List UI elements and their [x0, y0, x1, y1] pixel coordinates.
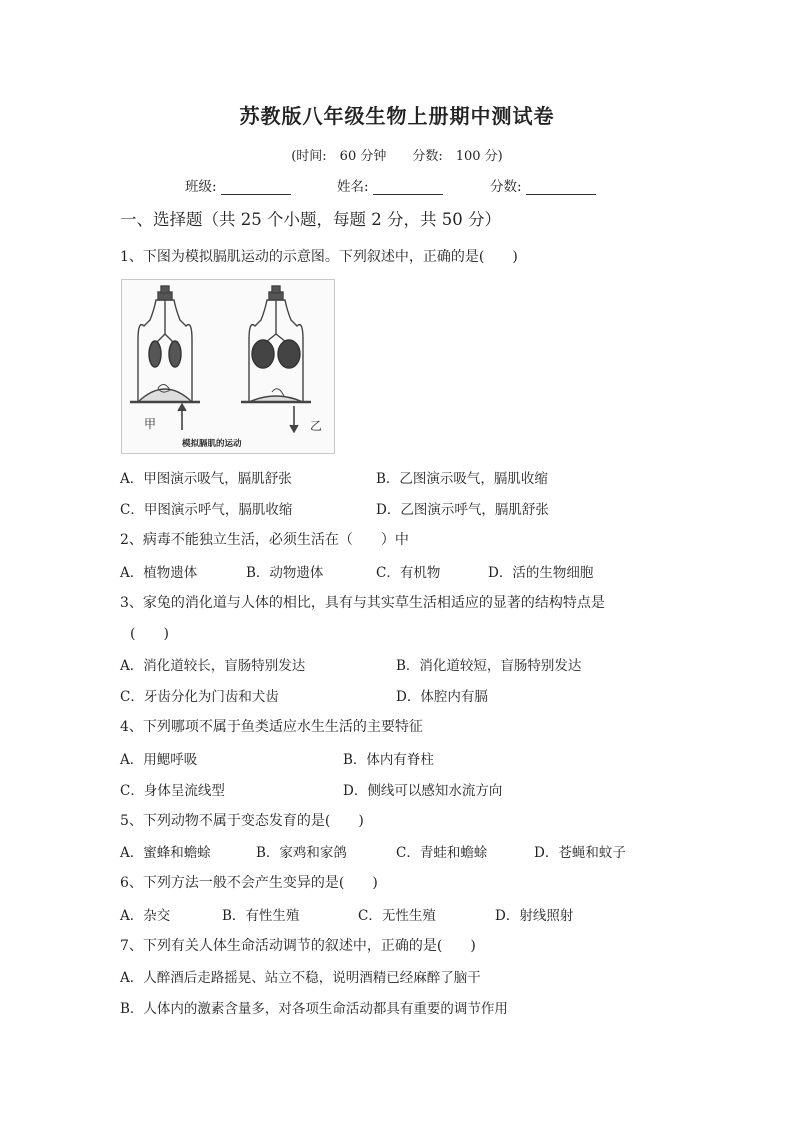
bell-jar-diagram [122, 280, 334, 453]
q6-option-d[interactable]: D．射线照射 [495, 908, 574, 924]
label-jia: 甲 [144, 417, 157, 431]
section-heading: 一、选择题（共 25 个小题，每题 2 分，共 50 分） [120, 210, 501, 229]
figure-caption: 模拟膈肌的运动 [182, 439, 242, 449]
q3-option-d[interactable]: D．体腔内有膈 [396, 689, 488, 705]
question-1-stem: 1、下图为模拟膈肌运动的示意图。下列叙述中，正确的是( ) [120, 249, 518, 265]
q2-option-b[interactable]: B．动物遗体 [246, 565, 324, 581]
q6-option-a[interactable]: A．杂交 [120, 908, 171, 924]
name-blank[interactable] [373, 180, 443, 195]
q3-option-a[interactable]: A．消化道较长，盲肠特别发达 [120, 658, 306, 674]
q5-option-b[interactable]: B．家鸡和家鸽 [256, 845, 347, 861]
q3-option-c[interactable]: C．牙齿分化为门齿和犬齿 [120, 689, 279, 705]
jar-left [130, 286, 200, 430]
name-field [337, 175, 443, 195]
diaphragm-model-figure [121, 279, 335, 454]
exam-info: (时间: 60 分钟 分数: 100 分) [291, 149, 503, 164]
question-3-stem-cont: ( ) [130, 626, 169, 642]
question-6-stem: 6、下列方法一般不会产生变异的是( ) [120, 875, 378, 891]
name-label: 姓名: [337, 179, 369, 195]
q2-option-a[interactable]: A．植物遗体 [120, 565, 198, 581]
q1-option-a[interactable]: A．甲图演示吸气，膈肌舒张 [120, 471, 292, 487]
page-title: 苏教版八年级生物上册期中测试卷 [239, 104, 555, 128]
score-field [490, 175, 596, 195]
question-3-stem: 3、家兔的消化道与人体的相比，具有与其实草生活相适应的显著的结构特点是 [120, 595, 605, 611]
q6-option-b[interactable]: B．有性生殖 [222, 908, 300, 924]
q5-option-d[interactable]: D．苍蝇和蚊子 [534, 845, 626, 861]
q7-option-b[interactable]: B．人体内的激素含量多，对各项生命活动都具有重要的调节作用 [120, 1001, 508, 1017]
q4-option-a[interactable]: A．用鳃呼吸 [120, 752, 198, 768]
q4-option-d[interactable]: D．侧线可以感知水流方向 [343, 783, 503, 799]
q4-option-b[interactable]: B．体内有脊柱 [343, 752, 434, 768]
q3-option-b[interactable]: B．消化道较短，盲肠特别发达 [396, 658, 582, 674]
jar-right [241, 286, 311, 432]
q1-option-d[interactable]: D．乙图演示呼气，膈肌舒张 [376, 502, 549, 518]
score-blank[interactable] [526, 180, 596, 195]
q4-option-c[interactable]: C．身体呈流线型 [120, 783, 225, 799]
q5-option-c[interactable]: C．青蛙和蟾蜍 [396, 845, 488, 861]
q5-option-a[interactable]: A．蜜蜂和蟾蜍 [120, 845, 211, 861]
q1-option-c[interactable]: C．甲图演示呼气，膈肌收缩 [120, 502, 293, 518]
question-7-stem: 7、下列有关人体生命活动调节的叙述中，正确的是( ) [120, 938, 476, 954]
q2-option-c[interactable]: C．有机物 [376, 565, 441, 581]
question-4-stem: 4、下列哪项不属于鱼类适应水生生活的主要特征 [120, 719, 423, 735]
class-field [185, 175, 291, 195]
question-2-stem: 2、病毒不能独立生活，必须生活在（ ）中 [120, 532, 409, 548]
question-5-stem: 5、下列动物不属于变态发育的是( ) [120, 813, 364, 829]
label-yi: 乙 [310, 419, 323, 433]
q1-option-b[interactable]: B．乙图演示吸气，膈肌收缩 [376, 471, 548, 487]
class-label: 班级: [185, 179, 217, 195]
q2-option-d[interactable]: D．活的生物细胞 [488, 565, 594, 581]
score-label: 分数: [490, 179, 522, 195]
q7-option-a[interactable]: A．人醉酒后走路摇晃、站立不稳，说明酒精已经麻醉了脑干 [120, 970, 481, 986]
q6-option-c[interactable]: C．无性生殖 [358, 908, 436, 924]
class-blank[interactable] [221, 180, 291, 195]
